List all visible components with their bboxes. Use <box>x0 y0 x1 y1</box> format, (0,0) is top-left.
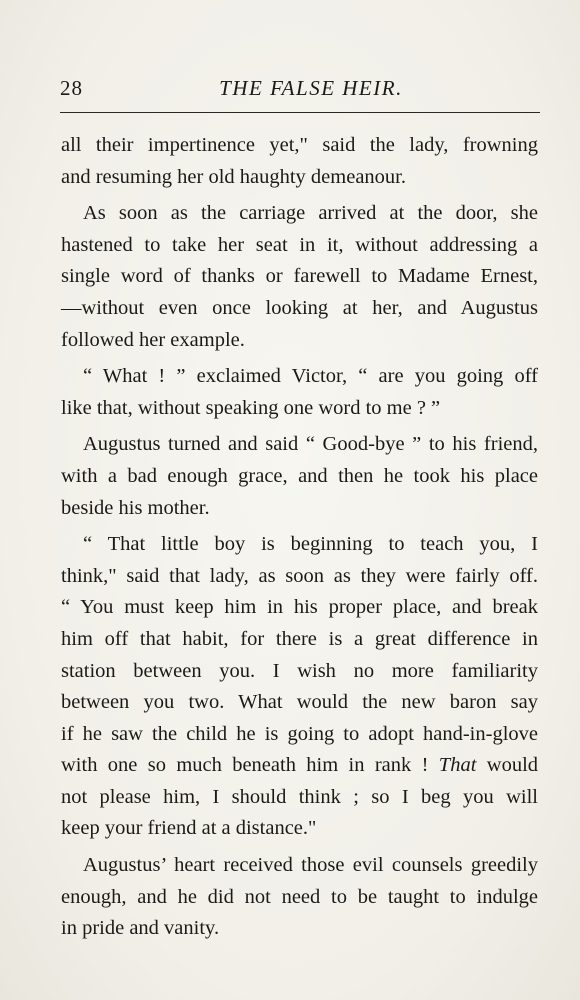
text-line: keep your friend at a distance." <box>61 817 317 840</box>
text-line: hastened to take her seat in it, without addressing a <box>61 233 538 256</box>
running-title: THE FALSE HEIR. <box>219 76 403 100</box>
text-line: “ You must keep him in his proper place, and break <box>61 596 538 619</box>
text-line: like that, without speaking one word to me ? ” <box>61 396 441 419</box>
text-line: beside his mother. <box>61 496 210 519</box>
text-line: Augustus’ heart received those evil counsels greedily <box>83 854 538 877</box>
header-rule <box>60 112 540 113</box>
emphasis-text: That <box>438 754 477 777</box>
text-line: with a bad enough grace, and then he took his place <box>61 464 538 487</box>
text-line: all their impertinence yet," said the lady, frowning <box>61 134 538 156</box>
text-line: and resuming her old haughty demeanour. <box>61 165 406 188</box>
text-line: in pride and vanity. <box>61 917 220 940</box>
text-line: followed her example. <box>61 328 245 351</box>
paragraph <box>61 130 538 193</box>
paragraph <box>61 529 538 845</box>
text-fragment: with one so much beneath him in rank ! <box>61 754 429 777</box>
text-line: think," said that lady, as soon as they were fairly off. <box>61 564 538 587</box>
body-text <box>61 130 538 945</box>
text-line: As soon as the carriage arrived at the door, she <box>83 202 538 225</box>
text-line: Augustus turned and said “ Good-bye ” to his friend, <box>83 433 538 456</box>
paragraph <box>61 850 538 945</box>
text-line: not please him, I should think ; so I beg you will <box>61 785 538 808</box>
text-line: “ That little boy is beginning to teach you, I <box>83 533 538 556</box>
page-number: 28 <box>60 76 83 100</box>
paragraph <box>61 361 538 424</box>
text-line: him off that habit, for there is a great difference in <box>61 627 538 650</box>
text-line: between you two. What would the new baron say <box>61 691 538 714</box>
text-line: enough, and he did not need to be taught to indulge <box>61 885 538 908</box>
text-line: single word of thanks or farewell to Madame Ernest, <box>61 265 538 288</box>
text-line: station between you. I wish no more familiarity <box>61 659 538 682</box>
page-header <box>60 76 540 106</box>
text-line: —without even once looking at her, and Augustus <box>61 296 538 319</box>
text-fragment: would <box>486 754 539 777</box>
text-line: “ What ! ” exclaimed Victor, “ are you going off <box>83 365 538 388</box>
paragraph <box>61 198 538 356</box>
paragraph <box>61 429 538 524</box>
text-line-mixed <box>61 750 538 782</box>
text-line: if he saw the child he is going to adopt hand-in-glove <box>61 722 538 745</box>
